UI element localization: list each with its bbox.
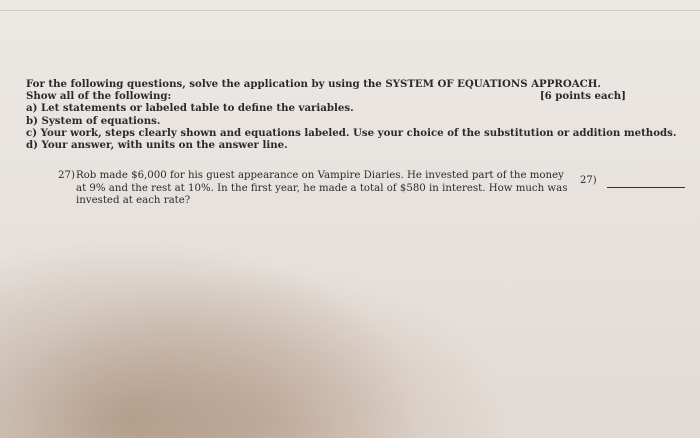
question-27 xyxy=(58,170,698,208)
question-line-3: invested at each rate? xyxy=(76,195,191,207)
instruction-item-a: a) Let statements or labeled table to define the variables. xyxy=(26,102,354,115)
instructions-show-all: Show all of the following: xyxy=(26,90,172,103)
question-number: 27) xyxy=(58,170,75,181)
instructions-subtitle-row xyxy=(26,90,626,102)
instruction-item-d: d) Your answer, with units on the answer line. xyxy=(26,139,288,152)
instructions-block xyxy=(26,78,677,152)
paper-fold-line xyxy=(0,10,700,11)
instruction-item-b: b) System of equations. xyxy=(26,114,161,127)
instructions-title: For the following questions, solve the application by using the SYSTEM OF EQUATIONS APPROACH. xyxy=(26,78,601,90)
answer-line[interactable] xyxy=(607,187,685,188)
instruction-item-c: c) Your work, steps clearly shown and equations labeled. Use your choice of the substitution or addition methods. xyxy=(26,126,677,139)
question-text xyxy=(76,170,571,208)
question-line-1: Rob made $6,000 for his guest appearance on Vampire Diaries. He invested part of the money xyxy=(76,170,564,181)
answer-label: 27) xyxy=(580,175,597,186)
question-line-2: at 9% and the rest at 10%. In the first year, he made a total of $580 in interest. How much was xyxy=(76,182,568,194)
points-label: [6 points each] xyxy=(539,90,626,103)
question-row xyxy=(58,170,698,208)
